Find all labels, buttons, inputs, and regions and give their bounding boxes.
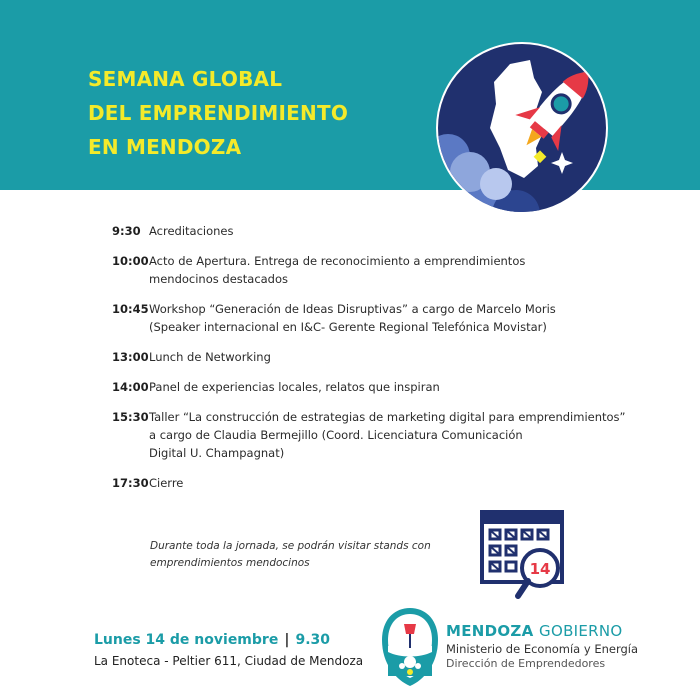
schedule-time: 13:00: [112, 350, 149, 364]
schedule-item: [112, 300, 632, 336]
schedule-time: 10:00: [112, 254, 149, 268]
schedule-time: 15:30: [112, 410, 149, 424]
schedule-line: Panel de experiencias locales, relatos que inspiran: [149, 380, 440, 394]
schedule-line: Acreditaciones: [149, 224, 234, 238]
note-line: emprendimientos mendocinos: [150, 557, 310, 569]
schedule-description: [149, 252, 632, 288]
calendar-search-icon: [478, 508, 574, 604]
date-text: Lunes 14 de noviembre: [94, 632, 279, 648]
date-separator: |: [284, 632, 290, 648]
note-line: Durante toda la jornada, se podrán visitar stands con: [150, 540, 431, 552]
schedule-description: [149, 222, 632, 240]
schedule-description: [149, 300, 632, 336]
schedule-item: [112, 222, 632, 240]
title-line-2: DEL EMPRENDIMIENTO: [88, 101, 349, 125]
event-date: [94, 632, 330, 648]
schedule-item: [112, 348, 632, 366]
event-title: [88, 62, 348, 164]
schedule-item: [112, 378, 632, 396]
government-signature: [446, 622, 638, 670]
schedule-item: [112, 408, 632, 462]
schedule-description: [149, 408, 632, 462]
government-name-light: GOBIERNO: [539, 622, 623, 640]
schedule-line: Taller “La construcción de estrategias de marketing digital para emprendimientos”: [149, 410, 626, 424]
schedule-item: [112, 474, 632, 492]
schedule-time: 9:30: [112, 224, 141, 238]
government-name: [446, 622, 638, 640]
calendar-day: 14: [529, 560, 551, 578]
schedule-description: [149, 348, 632, 366]
schedule-line: Acto de Apertura. Entrega de reconocimiento a emprendimientos: [149, 254, 526, 268]
mendoza-shield-icon: [380, 606, 440, 688]
event-location: La Enoteca - Peltier 611, Ciudad de Mendoza: [94, 654, 364, 668]
schedule-description: [149, 474, 632, 492]
schedule-line: a cargo de Claudia Bermejillo (Coord. Licenciatura Comunicación: [149, 428, 523, 442]
rocket-icon: [438, 44, 608, 214]
schedule-list: [112, 222, 632, 504]
schedule-line: (Speaker internacional en I&C- Gerente Regional Telefónica Movistar): [149, 320, 547, 334]
schedule-time: 14:00: [112, 380, 149, 394]
schedule-description: [149, 378, 632, 396]
schedule-time: 10:45: [112, 302, 149, 316]
government-name-bold: MENDOZA: [446, 622, 534, 640]
ministry-name: Ministerio de Economía y Energía: [446, 642, 639, 656]
title-line-1: SEMANA GLOBAL: [88, 67, 283, 91]
schedule-line: mendocinos destacados: [149, 272, 289, 286]
title-line-3: EN MENDOZA: [88, 135, 242, 159]
time-text: 9.30: [295, 632, 330, 648]
schedule-line: Cierre: [149, 476, 184, 490]
schedule-line: Digital U. Champagnat): [149, 446, 285, 460]
schedule-item: [112, 252, 632, 288]
department-name: Dirección de Emprendedores: [446, 657, 606, 670]
schedule-time: 17:30: [112, 476, 149, 490]
rocket-badge: [436, 42, 608, 214]
schedule-line: Lunch de Networking: [149, 350, 271, 364]
schedule-line: Workshop “Generación de Ideas Disruptivas” a cargo de Marcelo Moris: [149, 302, 556, 316]
stands-note: [150, 538, 431, 572]
